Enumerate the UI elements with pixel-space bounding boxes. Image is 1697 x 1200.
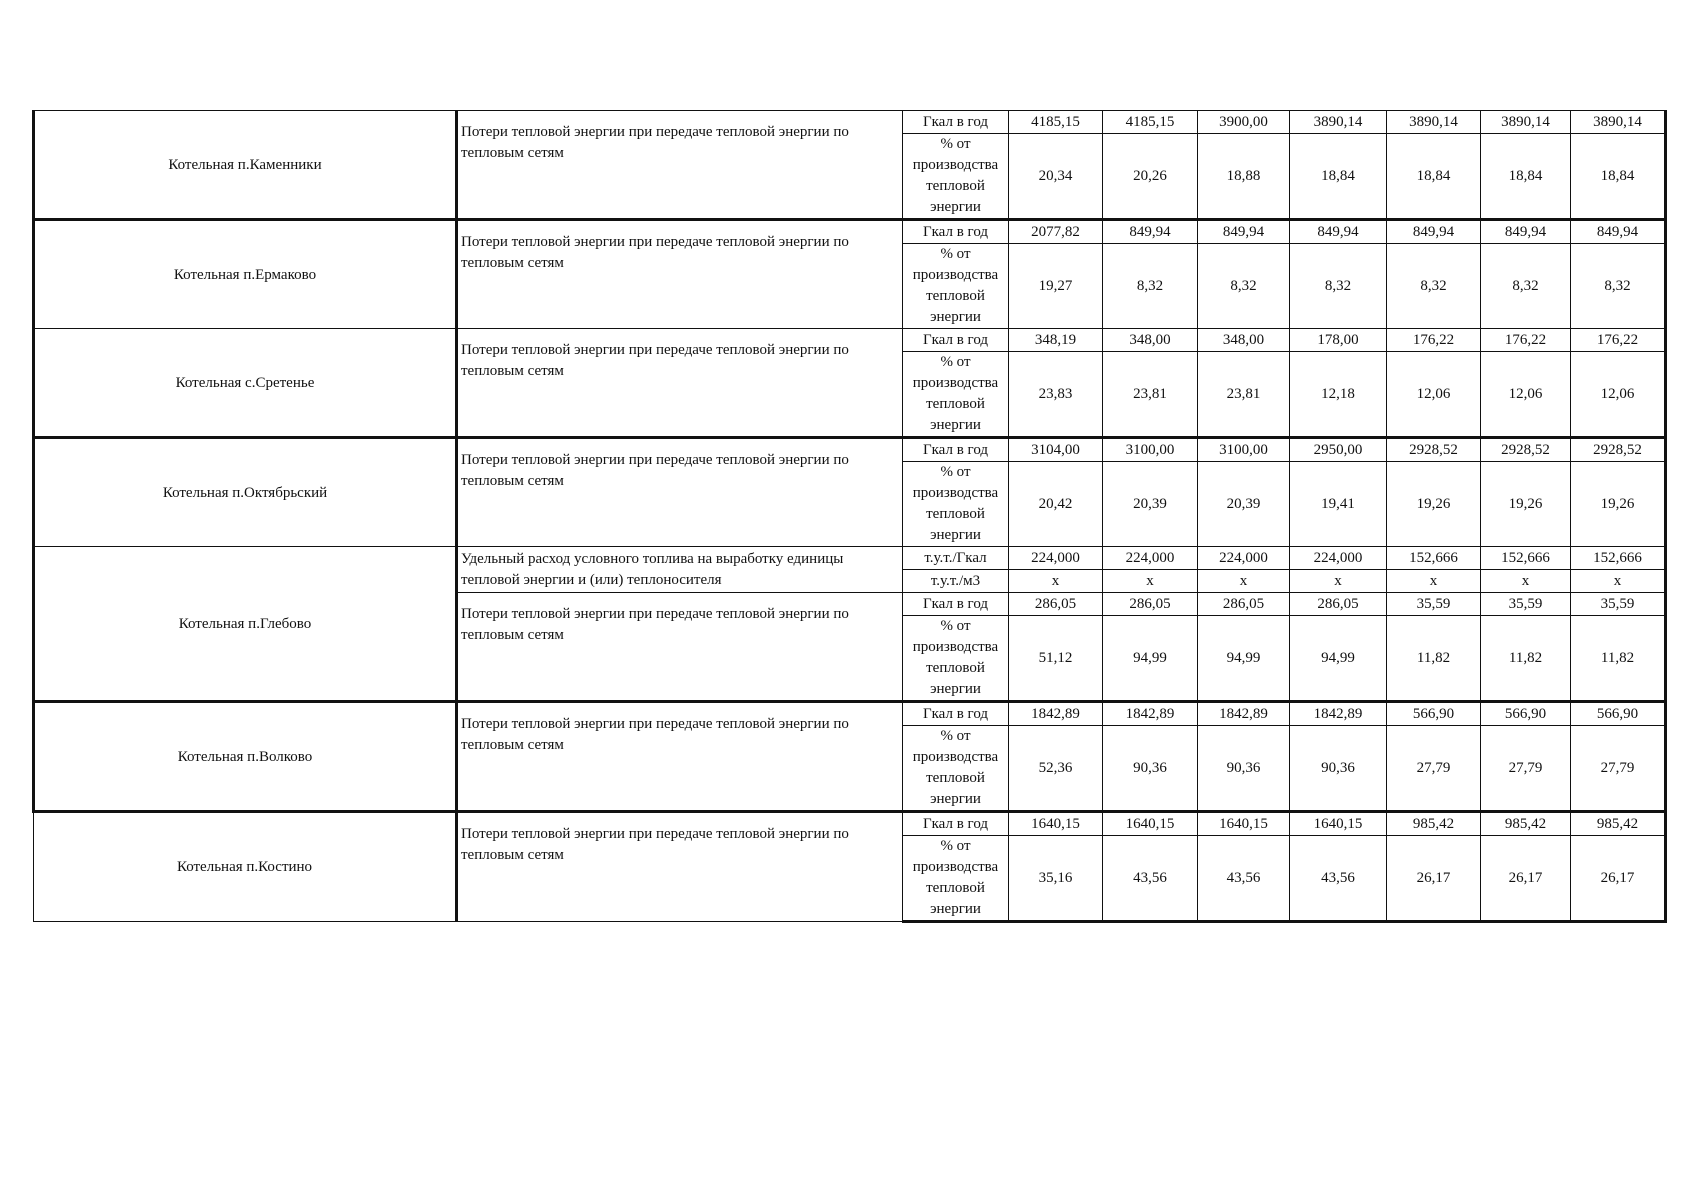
value-cell: 176,22	[1481, 329, 1571, 352]
value-cell: 849,94	[1571, 220, 1666, 244]
value-cell: 19,27	[1009, 244, 1103, 329]
boiler-name: Котельная с.Сретенье	[34, 329, 457, 438]
value-cell: 286,05	[1198, 593, 1290, 616]
value-cell: 849,94	[1387, 220, 1481, 244]
value-cell: 11,82	[1571, 616, 1666, 702]
value-cell: 2928,52	[1387, 438, 1481, 462]
indicator-name: Потери тепловой энергии при передаче тепловой энергии по тепловым сетям	[457, 702, 903, 812]
unit-cell: Гкал в год	[903, 329, 1009, 352]
value-cell: 152,666	[1571, 547, 1666, 570]
value-cell: х	[1571, 570, 1666, 593]
boiler-name: Котельная п.Каменники	[34, 111, 457, 220]
value-cell: 18,84	[1481, 134, 1571, 220]
value-cell: 18,84	[1387, 134, 1481, 220]
value-cell: 11,82	[1387, 616, 1481, 702]
value-cell: 20,39	[1198, 462, 1290, 547]
value-cell: 176,22	[1387, 329, 1481, 352]
value-cell: 26,17	[1481, 836, 1571, 922]
value-cell: 224,000	[1009, 547, 1103, 570]
boiler-name: Котельная п.Октябрьский	[34, 438, 457, 547]
value-cell: 566,90	[1481, 702, 1571, 726]
boiler-name: Котельная п.Костино	[34, 812, 457, 922]
value-cell: 1842,89	[1103, 702, 1198, 726]
unit-cell: % от производства тепловой энергии	[903, 462, 1009, 547]
value-cell: 20,42	[1009, 462, 1103, 547]
value-cell: 348,00	[1198, 329, 1290, 352]
unit-cell: % от производства тепловой энергии	[903, 836, 1009, 922]
value-cell: 849,94	[1290, 220, 1387, 244]
value-cell: 1842,89	[1290, 702, 1387, 726]
value-cell: 2928,52	[1571, 438, 1666, 462]
indicator-name: Потери тепловой энергии при передаче тепловой энергии по тепловым сетям	[457, 438, 903, 547]
unit-cell: Гкал в год	[903, 220, 1009, 244]
value-cell: 18,84	[1290, 134, 1387, 220]
value-cell: 94,99	[1290, 616, 1387, 702]
value-cell: 43,56	[1290, 836, 1387, 922]
value-cell: 12,18	[1290, 352, 1387, 438]
unit-cell: Гкал в год	[903, 438, 1009, 462]
unit-cell: % от производства тепловой энергии	[903, 244, 1009, 329]
value-cell: х	[1009, 570, 1103, 593]
value-cell: 23,83	[1009, 352, 1103, 438]
value-cell: 26,17	[1387, 836, 1481, 922]
value-cell: 566,90	[1387, 702, 1481, 726]
boiler-name: Котельная п.Волково	[34, 702, 457, 812]
value-cell: 18,84	[1571, 134, 1666, 220]
table-row	[34, 220, 1666, 244]
value-cell: 35,59	[1571, 593, 1666, 616]
value-cell: 27,79	[1387, 726, 1481, 812]
value-cell: 3104,00	[1009, 438, 1103, 462]
heat-loss-table	[32, 110, 1667, 923]
value-cell: 286,05	[1290, 593, 1387, 616]
value-cell: х	[1481, 570, 1571, 593]
unit-cell: Гкал в год	[903, 111, 1009, 134]
indicator-name: Потери тепловой энергии при передаче тепловой энергии по тепловым сетям	[457, 220, 903, 329]
unit-cell: % от производства тепловой энергии	[903, 726, 1009, 812]
value-cell: 3890,14	[1290, 111, 1387, 134]
value-cell: х	[1198, 570, 1290, 593]
value-cell: 19,26	[1387, 462, 1481, 547]
value-cell: 3100,00	[1198, 438, 1290, 462]
value-cell: 18,88	[1198, 134, 1290, 220]
table-row	[34, 702, 1666, 726]
value-cell: 43,56	[1103, 836, 1198, 922]
value-cell: 26,17	[1571, 836, 1666, 922]
value-cell: 985,42	[1481, 812, 1571, 836]
table-row	[34, 438, 1666, 462]
value-cell: 1842,89	[1198, 702, 1290, 726]
value-cell: 8,32	[1481, 244, 1571, 329]
value-cell: 35,59	[1387, 593, 1481, 616]
value-cell: 849,94	[1481, 220, 1571, 244]
value-cell: 2077,82	[1009, 220, 1103, 244]
value-cell: 23,81	[1103, 352, 1198, 438]
value-cell: 985,42	[1387, 812, 1481, 836]
indicator-name: Потери тепловой энергии при передаче тепловой энергии по тепловым сетям	[457, 593, 903, 702]
value-cell: 178,00	[1290, 329, 1387, 352]
indicator-name: Удельный расход условного топлива на выработку единицы тепловой энергии и (или) теплоносителя	[457, 547, 903, 593]
value-cell: 2928,52	[1481, 438, 1571, 462]
value-cell: 348,19	[1009, 329, 1103, 352]
value-cell: 224,000	[1290, 547, 1387, 570]
value-cell: 11,82	[1481, 616, 1571, 702]
value-cell: 1640,15	[1290, 812, 1387, 836]
table-row	[34, 111, 1666, 134]
value-cell: 52,36	[1009, 726, 1103, 812]
value-cell: 12,06	[1481, 352, 1571, 438]
value-cell: 985,42	[1571, 812, 1666, 836]
value-cell: 176,22	[1571, 329, 1666, 352]
value-cell: 3890,14	[1481, 111, 1571, 134]
value-cell: 3100,00	[1103, 438, 1198, 462]
indicator-name: Потери тепловой энергии при передаче тепловой энергии по тепловым сетям	[457, 329, 903, 438]
value-cell: 35,16	[1009, 836, 1103, 922]
unit-cell: % от производства тепловой энергии	[903, 352, 1009, 438]
unit-cell: % от производства тепловой энергии	[903, 134, 1009, 220]
value-cell: х	[1387, 570, 1481, 593]
value-cell: 4185,15	[1009, 111, 1103, 134]
value-cell: 51,12	[1009, 616, 1103, 702]
value-cell: 23,81	[1198, 352, 1290, 438]
value-cell: 566,90	[1571, 702, 1666, 726]
value-cell: 90,36	[1198, 726, 1290, 812]
value-cell: 12,06	[1571, 352, 1666, 438]
value-cell: 35,59	[1481, 593, 1571, 616]
value-cell: 224,000	[1103, 547, 1198, 570]
value-cell: 8,32	[1387, 244, 1481, 329]
table-row	[34, 812, 1666, 836]
value-cell: 19,26	[1571, 462, 1666, 547]
value-cell: 19,26	[1481, 462, 1571, 547]
value-cell: 849,94	[1103, 220, 1198, 244]
value-cell: 20,39	[1103, 462, 1198, 547]
value-cell: 90,36	[1103, 726, 1198, 812]
unit-cell: Гкал в год	[903, 702, 1009, 726]
unit-cell: Гкал в год	[903, 812, 1009, 836]
value-cell: 20,26	[1103, 134, 1198, 220]
value-cell: 4185,15	[1103, 111, 1198, 134]
boiler-name: Котельная п.Ермаково	[34, 220, 457, 329]
value-cell: 43,56	[1198, 836, 1290, 922]
indicator-name: Потери тепловой энергии при передаче тепловой энергии по тепловым сетям	[457, 812, 903, 922]
value-cell: 27,79	[1571, 726, 1666, 812]
value-cell: 1842,89	[1009, 702, 1103, 726]
value-cell: 1640,15	[1009, 812, 1103, 836]
value-cell: 90,36	[1290, 726, 1387, 812]
value-cell: 19,41	[1290, 462, 1387, 547]
value-cell: х	[1290, 570, 1387, 593]
value-cell: 20,34	[1009, 134, 1103, 220]
value-cell: 2950,00	[1290, 438, 1387, 462]
unit-cell: Гкал в год	[903, 593, 1009, 616]
value-cell: 8,32	[1571, 244, 1666, 329]
value-cell: 27,79	[1481, 726, 1571, 812]
value-cell: 849,94	[1198, 220, 1290, 244]
unit-cell: т.у.т./Гкал	[903, 547, 1009, 570]
table-body	[34, 111, 1666, 922]
value-cell: 348,00	[1103, 329, 1198, 352]
unit-cell: т.у.т./м3	[903, 570, 1009, 593]
table-row	[34, 329, 1666, 352]
indicator-name: Потери тепловой энергии при передаче тепловой энергии по тепловым сетям	[457, 111, 903, 220]
value-cell: 3890,14	[1387, 111, 1481, 134]
value-cell: 1640,15	[1198, 812, 1290, 836]
value-cell: 286,05	[1103, 593, 1198, 616]
value-cell: 94,99	[1198, 616, 1290, 702]
value-cell: 12,06	[1387, 352, 1481, 438]
table-row	[34, 547, 1666, 570]
value-cell: 8,32	[1103, 244, 1198, 329]
value-cell: 94,99	[1103, 616, 1198, 702]
value-cell: 8,32	[1290, 244, 1387, 329]
value-cell: 1640,15	[1103, 812, 1198, 836]
value-cell: 3900,00	[1198, 111, 1290, 134]
value-cell: 286,05	[1009, 593, 1103, 616]
value-cell: х	[1103, 570, 1198, 593]
value-cell: 3890,14	[1571, 111, 1666, 134]
unit-cell: % от производства тепловой энергии	[903, 616, 1009, 702]
value-cell: 224,000	[1198, 547, 1290, 570]
value-cell: 152,666	[1387, 547, 1481, 570]
value-cell: 152,666	[1481, 547, 1571, 570]
boiler-name: Котельная п.Глебово	[34, 547, 457, 702]
value-cell: 8,32	[1198, 244, 1290, 329]
